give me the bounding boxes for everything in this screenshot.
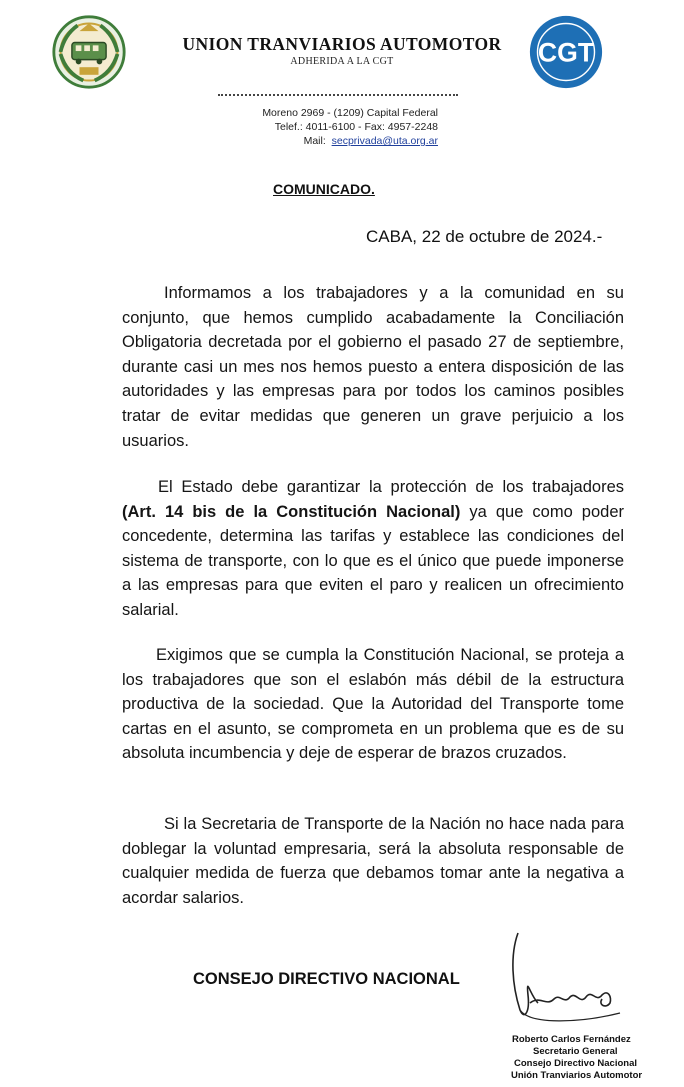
header-divider [218,94,458,96]
paragraph-1-text: Informamos a los trabajadores y a la comunidad en su conjunto, que hemos cumplido acabadamente la Conciliación Obligatoria decretada por el gobierno el pasado 27 de septiembre, durante casi un mes nos hemos puesto a entera disposición de las autoridades y las empresas para por todos los caminos posibles tratar de evitar medidas que generen un grave perjuicio a los usuarios. [122,284,624,450]
paragraph-4-text: Si la Secretaria de Transporte de la Nación no hace nada para doblegar la voluntad empresaria, será la absoluta responsable de cualquier medida de fuerza que debamos tomar ante la negativa a acordar salarios. [122,815,624,907]
signatory-org: Unión Tranviarios Automotor [511,1070,643,1081]
paragraph-3 [122,643,624,766]
mail-line [180,134,438,148]
phone-line: Telef.: 4011-6100 - Fax: 4957-2248 [274,121,438,133]
signatory-role: Secretario General [533,1046,618,1057]
document-date: CABA, 22 de octubre de 2024.- [366,227,603,246]
paragraph-1 [122,281,624,453]
paragraph-4 [122,812,624,910]
paragraph-2-bold: (Art. 14 bis de la Constitución Nacional) [122,502,461,521]
org-subtitle: ADHERIDA A LA CGT [290,56,394,67]
signatory-body: CONSEJO DIRECTIVO NACIONAL [193,970,460,988]
address-line: Moreno 2969 - (1209) Capital Federal [262,107,438,119]
org-name: UNION TRANVIARIOS AUTOMOTOR [182,34,502,54]
mail-link[interactable]: secprivada@uta.org.ar [331,135,438,147]
paragraph-2 [122,475,624,623]
handwritten-signature-icon [490,925,640,1035]
paragraph-3-text: Exigimos que se cumpla la Constitución Nacional, se proteja a los trabajadores que son el eslabón más débil de la estructura productiva de la sociedad. Que la Autoridad del Transporte tome cartas en el asunto, se comprometa en un problema que es de su absoluta incumbencia y deje de esperar de brazos cruzados. [122,646,624,763]
paragraph-2-text-b: ya que como poder concedente, determina las tarifas y establece las condiciones del sistema de transporte, con lo que es el único que puede imponerse a las empresas para que eviten el paro y realicen un ofrecimiento salarial. [122,502,624,619]
document-title: COMUNICADO. [273,181,375,197]
signatory-council: Consejo Directivo Nacional [514,1058,638,1069]
paragraph-2-text-a: El Estado debe garantizar la protección de los trabajadores [158,478,624,496]
mail-label: Mail: [303,135,326,147]
cgt-logo-text: CGT [537,37,595,68]
signatory-name: Roberto Carlos Fernández [512,1034,631,1045]
